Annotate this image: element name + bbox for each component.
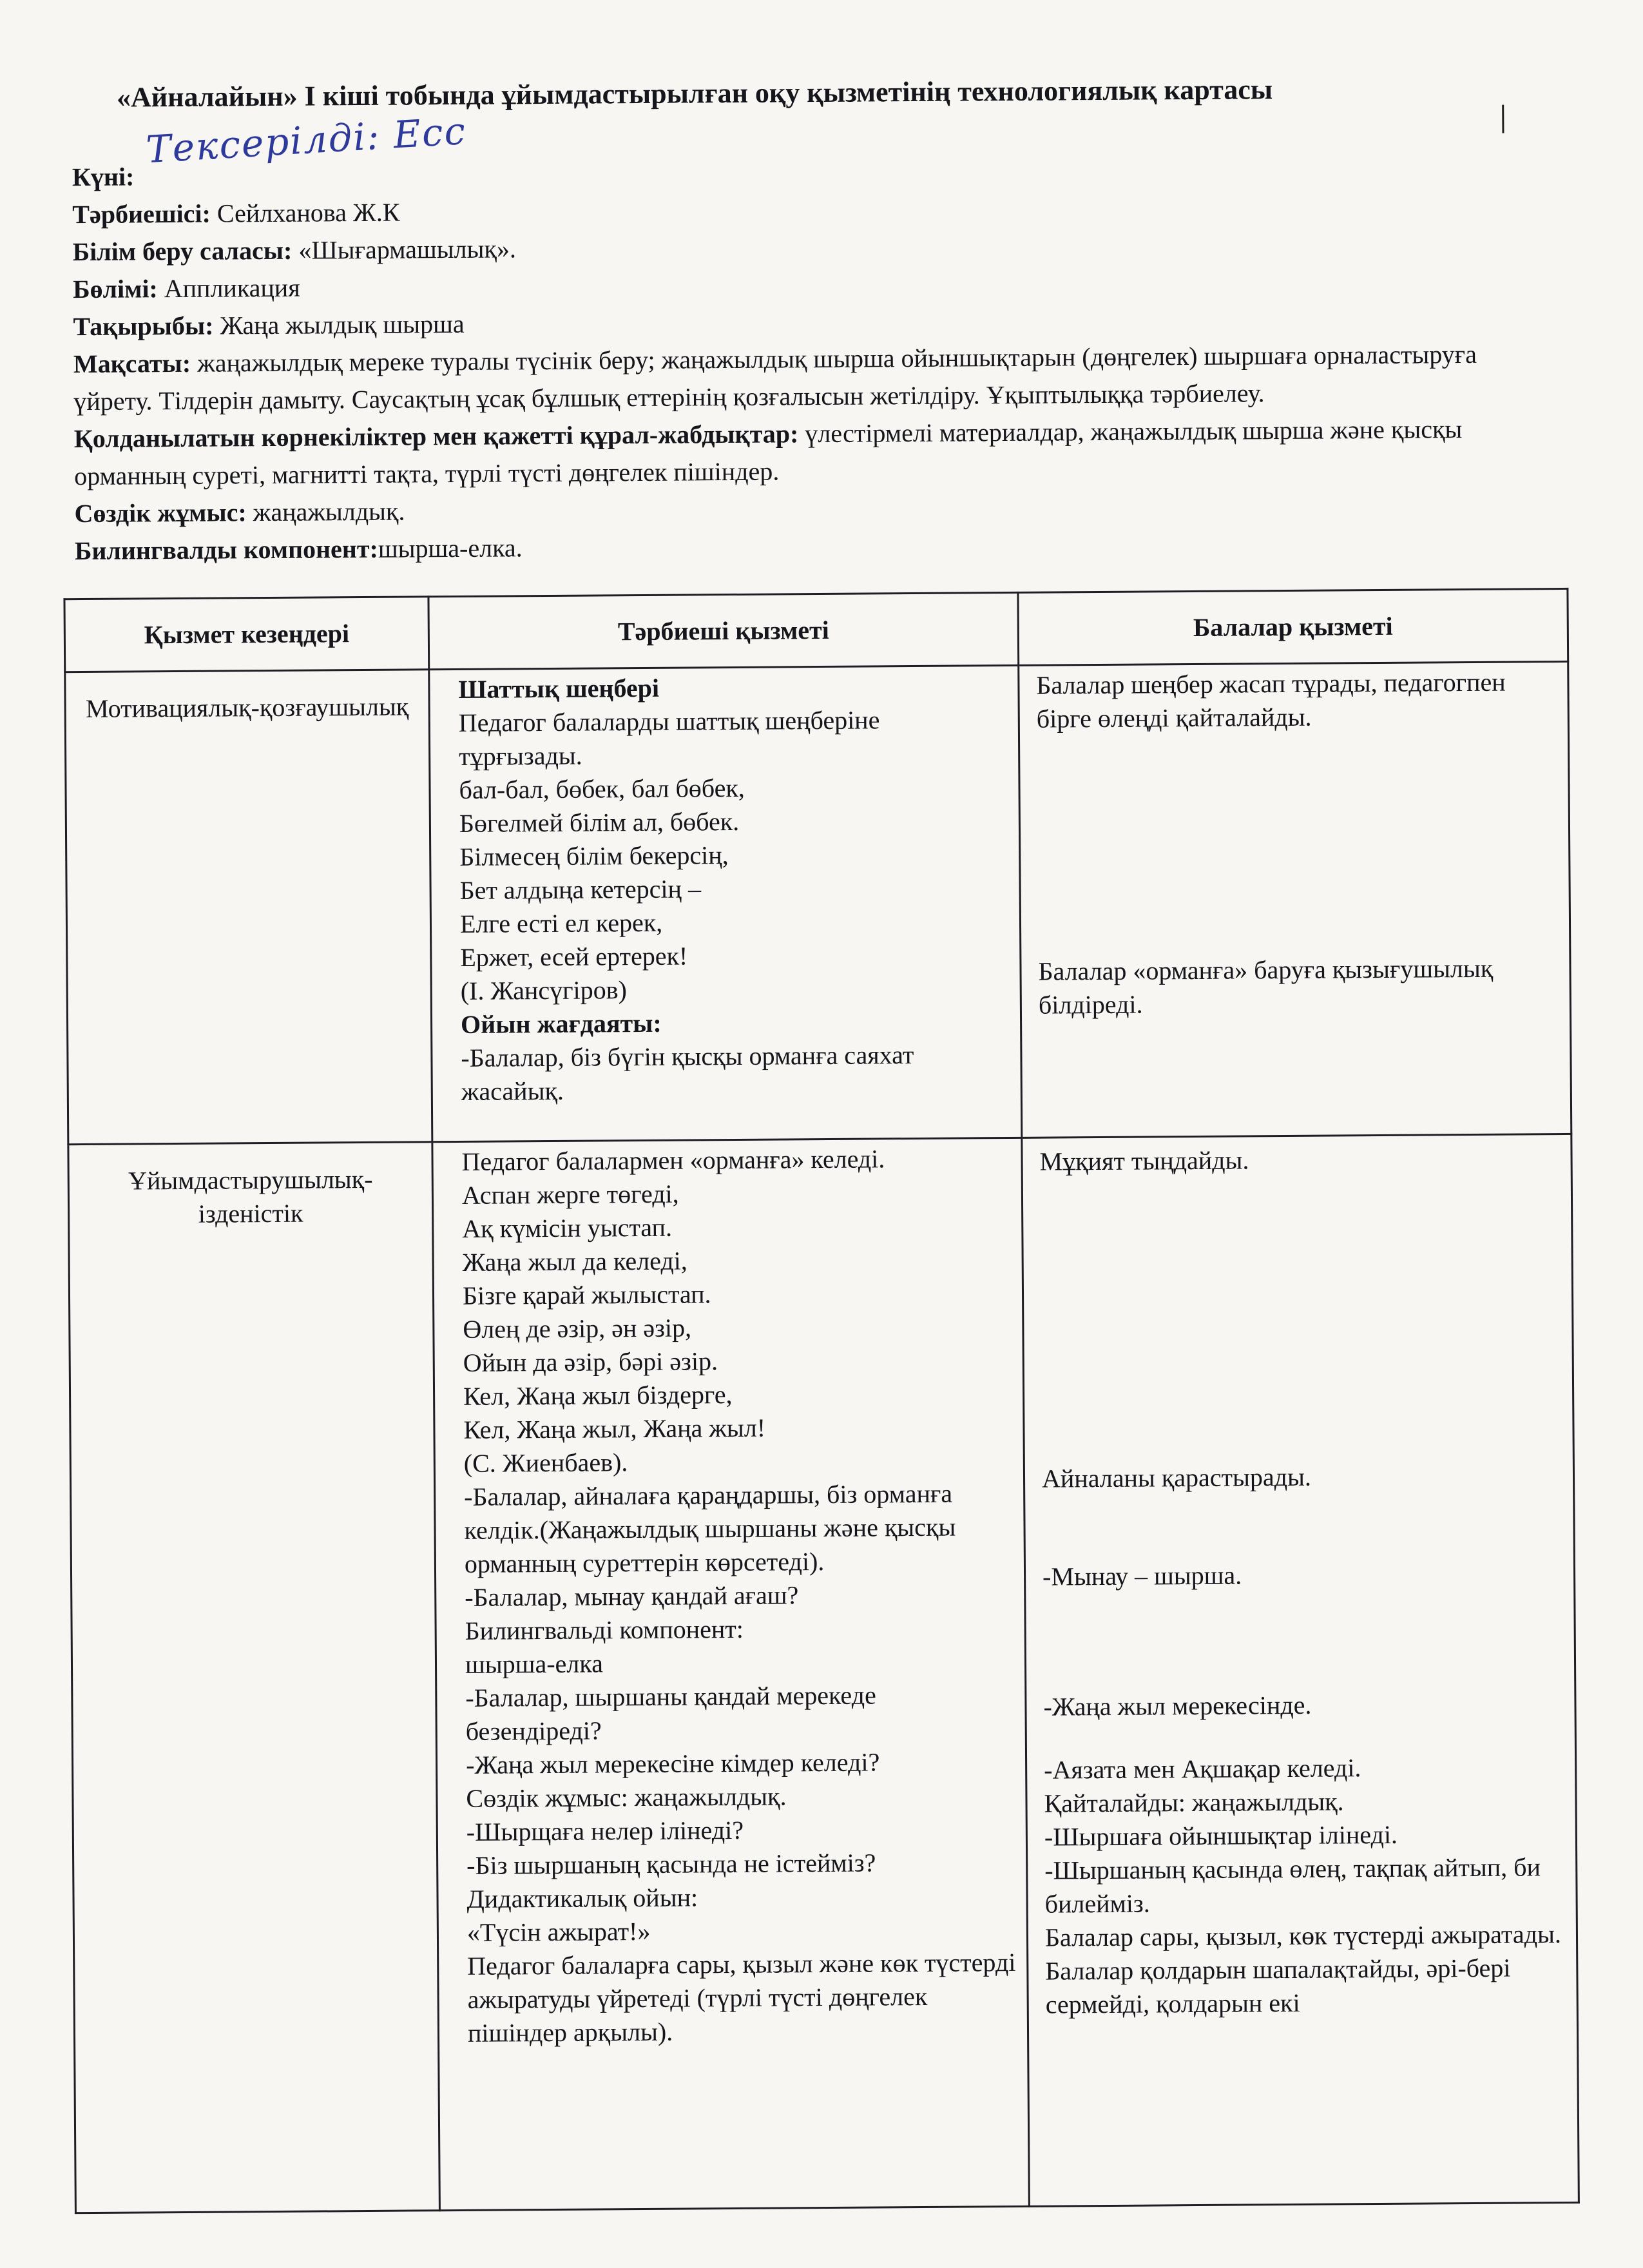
- document-title: «Айналайын» І кіші тобында ұйымдастырылған оқу қызметінің технологиялық картасы: [116, 73, 1273, 113]
- materials-value: үлестірмелі материалдар, жаңажылдық шырша және қысқы орманның суреті, магнитті тақта, түрлі түсті дөңгелек пішіндер.: [73, 414, 1463, 491]
- cell-line: Білмесең білім бекерсің,: [459, 840, 729, 871]
- cell-line: -Мынау – шырша.: [1042, 1560, 1242, 1591]
- cell-line: -Балалар, мынау қандай ағаш?: [465, 1580, 799, 1612]
- goal-value: жаңажылдық мереке туралы түсінік беру; жаңажылдық шырша ойыншықтарын (дөңгелек) шыршаға орналастыруға үйрету. Тілдерін дамыту. Саусақтың ұсақ бұлшық еттерінің қозғалысын жетілдіру. Ұқыптылыққа тәрбиелеу.: [73, 339, 1477, 416]
- column-header-teacher: Тәрбиеші қызметі: [428, 592, 1019, 669]
- cell-line: Сөздік жұмыс: жаңажылдық.: [466, 1781, 787, 1813]
- cell-line: Бізге қарай жылыстап.: [462, 1279, 711, 1310]
- table-row: [68, 1134, 1579, 2213]
- column-header-stages: Қызмет кезеңдері: [64, 597, 429, 672]
- teacher-label: Тәрбиешісі:: [72, 199, 211, 229]
- vocab-value: жаңажылдық.: [253, 496, 405, 527]
- cell-line: Мұқият тыңдайды.: [1039, 1145, 1249, 1176]
- cell-line: шырша-елка: [465, 1649, 604, 1679]
- vocab-label: Сөздік жұмыс:: [74, 498, 247, 528]
- cell-line: -Шырщаға нелер ілінеді?: [466, 1815, 744, 1846]
- cell-line: -Шыршаның қасында өлең, тақпақ айтып, би билейміз.: [1044, 1852, 1541, 1919]
- section-label: Бөлімі:: [72, 274, 158, 304]
- materials-label: Қолданылатын көрнекіліктер мен қажетті құрал-жабдықтар:: [73, 419, 799, 454]
- stage-organizational: Ұйымдастырушылық-ізденістік: [68, 1142, 440, 2213]
- cell-line: -Аязата мен Ақшақар келеді.: [1044, 1753, 1361, 1785]
- cell-line: Жаңа жыл да келеді,: [462, 1246, 687, 1277]
- table-header-row: [64, 588, 1568, 672]
- topic-label: Тақырыбы:: [73, 311, 214, 342]
- cell-line: (І. Жансүгіров): [460, 975, 627, 1005]
- margin-mark: [1502, 105, 1504, 133]
- cell-line: -Балалар, біз бүгін қысқы орманға саяхат жасайық.: [461, 1040, 914, 1106]
- cell-line: Педагог балаларға сары, қызыл және көк түстерді ажыратуды үйретеді (түрлі түсті дөңгелек пішіндер арқылы).: [467, 1947, 1016, 2048]
- cell-line: -Балалар, шыршаны қандай мерекеде безендіреді?: [465, 1680, 876, 1746]
- cell-line: -Жаңа жыл мерекесіне кімдер келеді?: [465, 1747, 880, 1779]
- cell-line: -Біз шыршаның қасында не істейміз?: [466, 1848, 876, 1880]
- stage-motivational: Мотивациялық-қозғаушылық: [65, 670, 432, 1145]
- cell-line: Ойын жағдаяты:: [460, 1008, 662, 1039]
- teacher-value: Сейлханова Ж.К: [216, 197, 400, 228]
- cell-line: Қайталайды: жаңажылдық.: [1044, 1787, 1344, 1818]
- bilingual-label: Билингвалды компонент:: [74, 534, 379, 566]
- cell-line: Балалар шеңбер жасап тұрады, педагогпен бірге өлеңді қайталайды.: [1036, 667, 1506, 733]
- cell-line: бал-бал, бөбек, бал бөбек,: [459, 773, 745, 804]
- teacher-activity-cell: [429, 665, 1022, 1141]
- goal-paragraph: [73, 335, 1524, 420]
- cell-line: Педагог балалармен «орманға» келеді.: [461, 1144, 885, 1176]
- activity-table: [63, 588, 1579, 2214]
- cell-line: Елге есті ел керек,: [459, 907, 663, 938]
- cell-line: Кел, Жаңа жыл, Жаңа жыл!: [463, 1413, 766, 1444]
- teacher-activity-cell: [432, 1138, 1030, 2210]
- cell-line: -Шыршаға ойыншықтар ілінеді.: [1044, 1819, 1398, 1852]
- date-label: Күні:: [72, 162, 135, 192]
- cell-line: Бет алдыңа кетерсің –: [459, 874, 702, 905]
- area-label: Білім беру саласы:: [72, 235, 293, 267]
- cell-line: Айналаны қарастырады.: [1041, 1462, 1312, 1493]
- cell-line: -Балалар, айналаға қараңдаршы, біз орманға келдік.(Жаңажылдық шыршаны және қысқы орманның суреттерін көрсетеді).: [464, 1478, 956, 1578]
- children-activity-cell: [1019, 661, 1571, 1138]
- bilingual-value: шырша-елка.: [378, 533, 523, 563]
- cell-line: -Жаңа жыл мерекесінде.: [1043, 1690, 1312, 1721]
- cell-line: Ержет, есей ертерек!: [460, 941, 688, 972]
- cell-line: Кел, Жаңа жыл біздерге,: [463, 1380, 733, 1411]
- materials-paragraph: [74, 410, 1524, 495]
- handwritten-signature: Тексерілді: Есс: [144, 108, 468, 172]
- cell-line: «Түсін ажырат!»: [466, 1916, 651, 1947]
- goal-label: Мақсаты:: [73, 348, 191, 379]
- cell-line: Ақ күмісін уыстап.: [462, 1212, 673, 1243]
- cell-line: Балалар «орманға» баруға қызығушылық білдіреді.: [1038, 953, 1494, 1020]
- cell-line: Дидактикалық ойын:: [466, 1883, 698, 1914]
- header-info: [72, 148, 1557, 570]
- cell-line: Балалар сары, қызыл, көк түстерді ажыратады. Балалар қолдарын шапалақтайды, әрі-бері сермейді, қолдарын екі: [1044, 1919, 1562, 2019]
- cell-line: Ойын да әзір, бәрі әзір.: [463, 1346, 718, 1377]
- cell-line: Аспан жерге төгеді,: [461, 1179, 679, 1210]
- cell-line: Бөгелмей білім ал, бөбек.: [459, 806, 740, 838]
- section-value: Аппликация: [164, 273, 300, 304]
- topic-value: Жаңа жылдық шырша: [220, 309, 465, 340]
- cell-line: Өлең де әзір, ән әзір,: [463, 1313, 692, 1344]
- cell-line: (С. Жиенбаев).: [463, 1448, 628, 1478]
- cell-line: Шаттық шеңбері: [458, 673, 660, 704]
- column-header-children: Балалар қызметі: [1018, 588, 1568, 665]
- area-value: «Шығармашылық».: [298, 234, 517, 265]
- table-row: [65, 661, 1571, 1144]
- cell-line: Билингвальді компонент:: [465, 1614, 744, 1645]
- children-activity-cell: [1022, 1134, 1579, 2206]
- cell-line: Педагог балаларды шаттық шеңберіне тұрғызады.: [458, 705, 880, 771]
